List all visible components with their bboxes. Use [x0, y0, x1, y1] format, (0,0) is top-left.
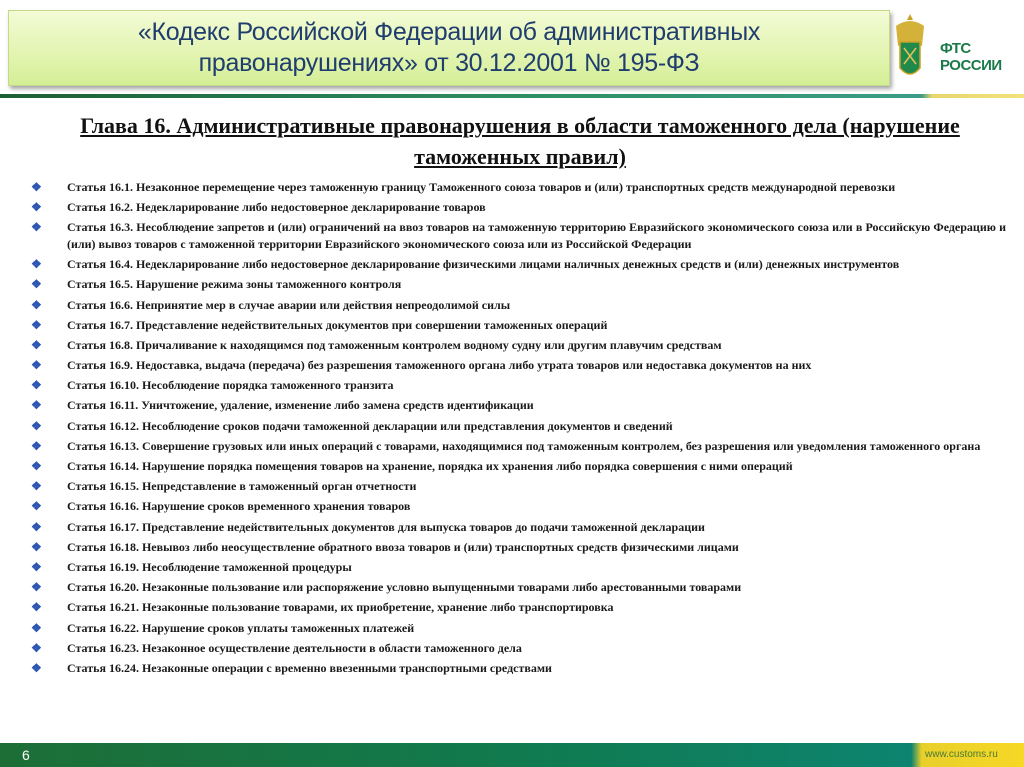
diamond-bullet-icon: ❖ [31, 660, 42, 675]
article-item [30, 337, 1006, 354]
diamond-bullet-icon: ❖ [31, 337, 42, 352]
title-banner [8, 10, 890, 86]
logo-line1: ФТС [940, 40, 971, 57]
eagle-emblem-icon [892, 12, 928, 82]
article-text: Статья 16.1. Незаконное перемещение через таможенную границу Таможенного союза товаров и (или) транспортных средств международной перевозки [67, 180, 896, 194]
diamond-bullet-icon: ❖ [31, 559, 42, 574]
article-item [30, 276, 1006, 293]
logo-line2: РОССИИ [940, 57, 1002, 74]
diamond-bullet-icon: ❖ [31, 459, 42, 474]
article-text: Статья 16.5. Нарушение режима зоны таможенного контроля [67, 277, 402, 292]
header-divider [0, 94, 1024, 98]
article-text: Статья 16.13. Совершение грузовых или иных операций с товарами, находящимися под таможенным контролем, без разрешения или уведомления таможенного органа [67, 438, 981, 453]
page-number: 6 [22, 747, 30, 763]
article-text: Статья 16.10. Несоблюдение порядка таможенного транзита [67, 378, 394, 393]
article-item [30, 660, 1006, 677]
articles-list [30, 179, 1006, 680]
article-item [30, 438, 1006, 455]
article-text: Статья 16.16. Нарушение сроков временного хранения товаров [67, 499, 411, 514]
diamond-bullet-icon: ❖ [31, 180, 42, 194]
diamond-bullet-icon: ❖ [31, 418, 42, 433]
diamond-bullet-icon: ❖ [31, 317, 42, 332]
article-item [30, 478, 1006, 495]
diamond-bullet-icon: ❖ [31, 378, 42, 393]
article-text: Статья 16.22. Нарушение сроков уплаты таможенных платежей [67, 620, 415, 635]
website-link[interactable]: www.customs.ru [925, 749, 998, 760]
diamond-bullet-icon: ❖ [31, 277, 42, 292]
diamond-bullet-icon: ❖ [31, 620, 42, 635]
article-text: Статья 16.9. Недоставка, выдача (передача) без разрешения таможенного органа либо утрата товаров или недоставка документов на них [67, 358, 812, 373]
article-item [30, 199, 1006, 216]
diamond-bullet-icon: ❖ [31, 200, 42, 215]
fts-logo [888, 12, 1018, 84]
diamond-bullet-icon: ❖ [31, 519, 42, 534]
diamond-bullet-icon: ❖ [31, 220, 42, 235]
article-text: Статья 16.19. Несоблюдение таможенной процедуры [67, 559, 352, 574]
diamond-bullet-icon: ❖ [31, 398, 42, 413]
article-item [30, 539, 1006, 556]
article-text: Статья 16.11. Уничтожение, удаление, изменение либо замена средств идентификации [67, 398, 534, 413]
diamond-bullet-icon: ❖ [31, 358, 42, 373]
article-item [30, 357, 1006, 374]
article-text: Статья 16.20. Незаконные пользование или распоряжение условно выпущенными товарами либо арестованными товарами [67, 580, 742, 595]
article-item [30, 418, 1006, 435]
diamond-bullet-icon: ❖ [31, 580, 42, 595]
diamond-bullet-icon: ❖ [31, 499, 42, 514]
article-text: Статья 16.4. Недекларирование либо недостоверное декларирование физическими лицами наличных денежных средств и (или) денежных инструментов [67, 257, 900, 272]
slide-title: «Кодекс Российской Федерации об административных правонарушениях» от 30.12.2001 № 195-ФЗ [137, 18, 761, 77]
article-item [30, 377, 1006, 394]
article-text: Статья 16.12. Несоблюдение сроков подачи таможенной декларации или представления документов и сведений [67, 418, 673, 433]
article-text: Статья 16.14. Нарушение порядка помещения товаров на хранение, порядка их хранения либо порядка совершения с ними операций [67, 459, 793, 474]
article-item [30, 179, 1006, 196]
article-item [30, 219, 1006, 252]
article-item [30, 317, 1006, 334]
article-item [30, 397, 1006, 414]
article-item [30, 519, 1006, 536]
article-text: Статья 16.8. Причаливание к находящимся под таможенным контролем водному судну или другим плавучим средствам [67, 337, 722, 352]
diamond-bullet-icon: ❖ [31, 640, 42, 655]
article-text: Статья 16.17. Представление недействительных документов для выпуска товаров до подачи таможенной декларации [67, 519, 705, 534]
article-item [30, 297, 1006, 314]
article-text: Статья 16.3. Несоблюдение запретов и (или) ограничений на ввоз товаров на таможенную территорию Евразийского экономического союза или в Российскую Федерацию и (или) вывоз товаров с таможенной территории Евразийского экономического союза или из Российской Федерации [67, 220, 1006, 251]
article-item [30, 620, 1006, 637]
article-text: Статья 16.2. Недекларирование либо недостоверное декларирование товаров [67, 200, 486, 215]
diamond-bullet-icon: ❖ [31, 539, 42, 554]
chapter-heading: Глава 16. Административные правонарушения в области таможенного дела (нарушение таможенных правил) [80, 113, 960, 169]
article-item [30, 579, 1006, 596]
logo-text [940, 40, 1002, 74]
article-text: Статья 16.15. Непредставление в таможенный орган отчетности [67, 479, 417, 494]
diamond-bullet-icon: ❖ [31, 257, 42, 272]
article-item [30, 256, 1006, 273]
article-text: Статья 16.23. Незаконное осуществление деятельности в области таможенного дела [67, 640, 522, 655]
article-text: Статья 16.7. Представление недействительных документов при совершении таможенных операций [67, 317, 608, 332]
article-text: Статья 16.6. Непринятие мер в случае аварии или действия непреодолимой силы [67, 297, 511, 312]
diamond-bullet-icon: ❖ [31, 438, 42, 453]
diamond-bullet-icon: ❖ [31, 479, 42, 494]
diamond-bullet-icon: ❖ [31, 600, 42, 615]
article-item [30, 599, 1006, 616]
diamond-bullet-icon: ❖ [31, 297, 42, 312]
article-text: Статья 16.18. Невывоз либо неосуществление обратного ввоза товаров и (или) транспортных средств физическими лицами [67, 539, 739, 554]
article-item [30, 458, 1006, 475]
footer-bar [0, 743, 1024, 767]
article-item [30, 498, 1006, 515]
article-text: Статья 16.21. Незаконные пользование товарами, их приобретение, хранение либо транспортировка [67, 600, 614, 615]
article-text: Статья 16.24. Незаконные операции с временно ввезенными транспортными средствами [67, 660, 552, 675]
article-item [30, 640, 1006, 657]
article-item [30, 559, 1006, 576]
